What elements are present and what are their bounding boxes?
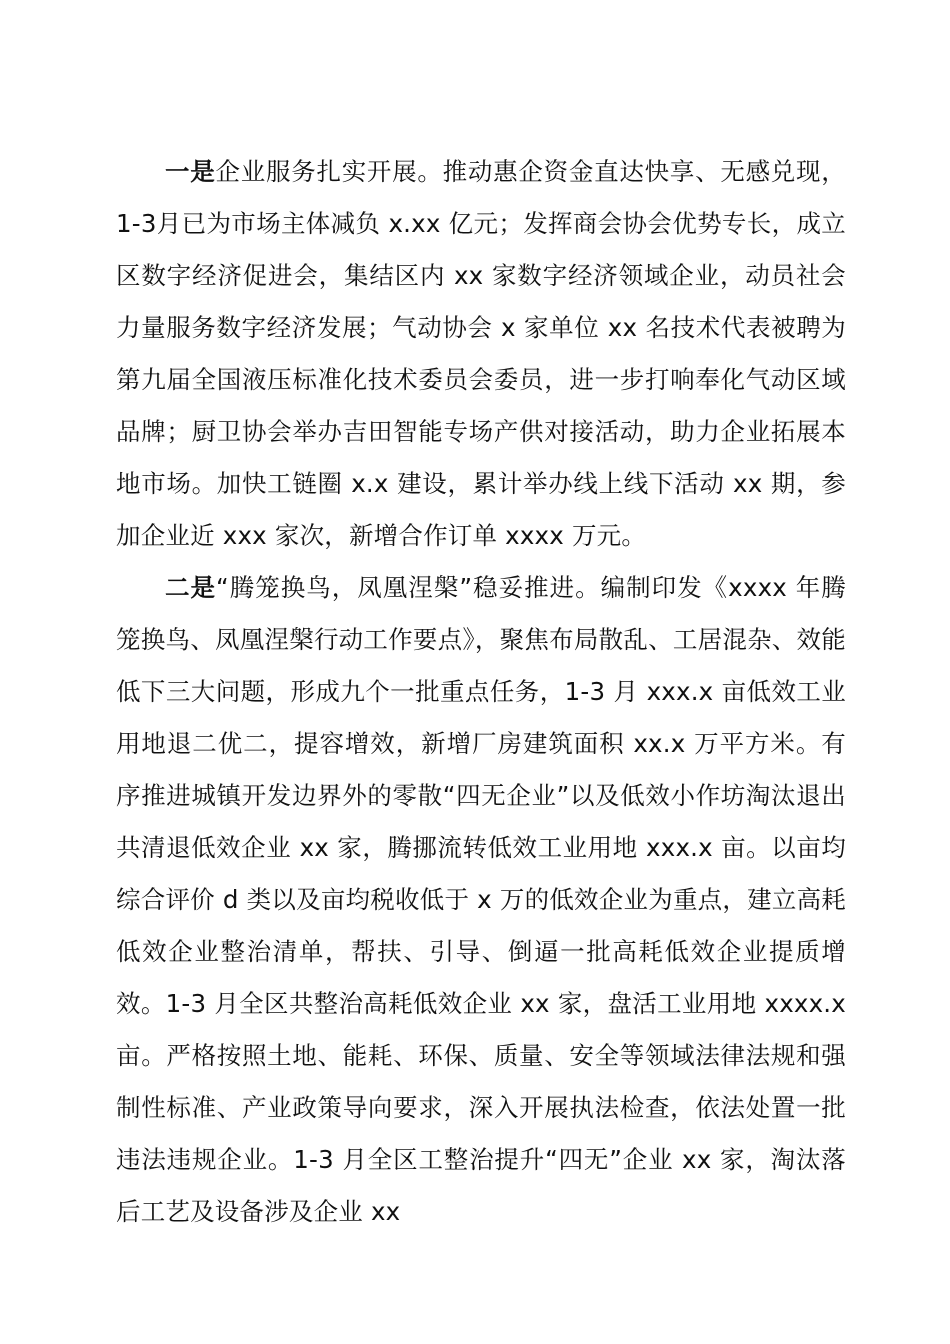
paragraph-2-lead: 二是: [165, 573, 217, 602]
paragraph-1-lead: 一是: [165, 157, 216, 186]
paragraph-2-text: “腾笼换鸟，凤凰涅槃”稳妥推进。编制印发《xxxx 年腾笼换鸟、凤凰涅槃行动工作要点》，聚焦布局散乱、工居混杂、效能低下三大问题，形成九个一批重点任务，1-3 月 xxx.x 亩低效工业用地退二优二，提容增效，新增厂房建筑面积 xx.x 万平方米。有序推进城镇开发边界外的零散“四无企业”以及低效小作坊淘汰退出共清退低效企业 xx 家，腾挪流转低效工业用地 xxx.x 亩。以亩均综合评价 d 类以及亩均税收低于 x 万的低效企业为重点，建立高耗低效企业整治清单，帮扶、引导、倒逼一批高耗低效企业提质增效。1-3 月全区共整治高耗低效企业 xx 家，盘活工业用地 xxxx.x 亩。严格按照土地、能耗、环保、质量、安全等领域法律法规和强制性标准、产业政策导向要求，深入开展执法检查，依法处置一批违法违规企业。1-3 月全区工整治提升“四无”企业 xx 家，淘汰落后工艺及设备涉及企业 xx: [116, 573, 846, 1226]
paragraph-1-text: 企业服务扎实开展。推动惠企资金直达快享、无感兑现，1-3月已为市场主体减负 x.xx 亿元；发挥商会协会优势专长，成立区数字经济促进会，集结区内 xx 家数字经济领域企业，动员社会力量服务数字经济发展；气动协会 x 家单位 xx 名技术代表被聘为第九届全国液压标准化技术委员会委员，进一步打响奉化气动区域品牌；厨卫协会举办吉田智能专场产供对接活动，助力企业拓展本地市场。加快工链圈 x.x 建设，累计举办线上线下活动 xx 期，参加企业近 xxx 家次，新增合作订单 xxxx 万元。: [116, 157, 846, 550]
paragraph-2: [116, 562, 846, 1238]
paragraph-1: [116, 146, 846, 562]
